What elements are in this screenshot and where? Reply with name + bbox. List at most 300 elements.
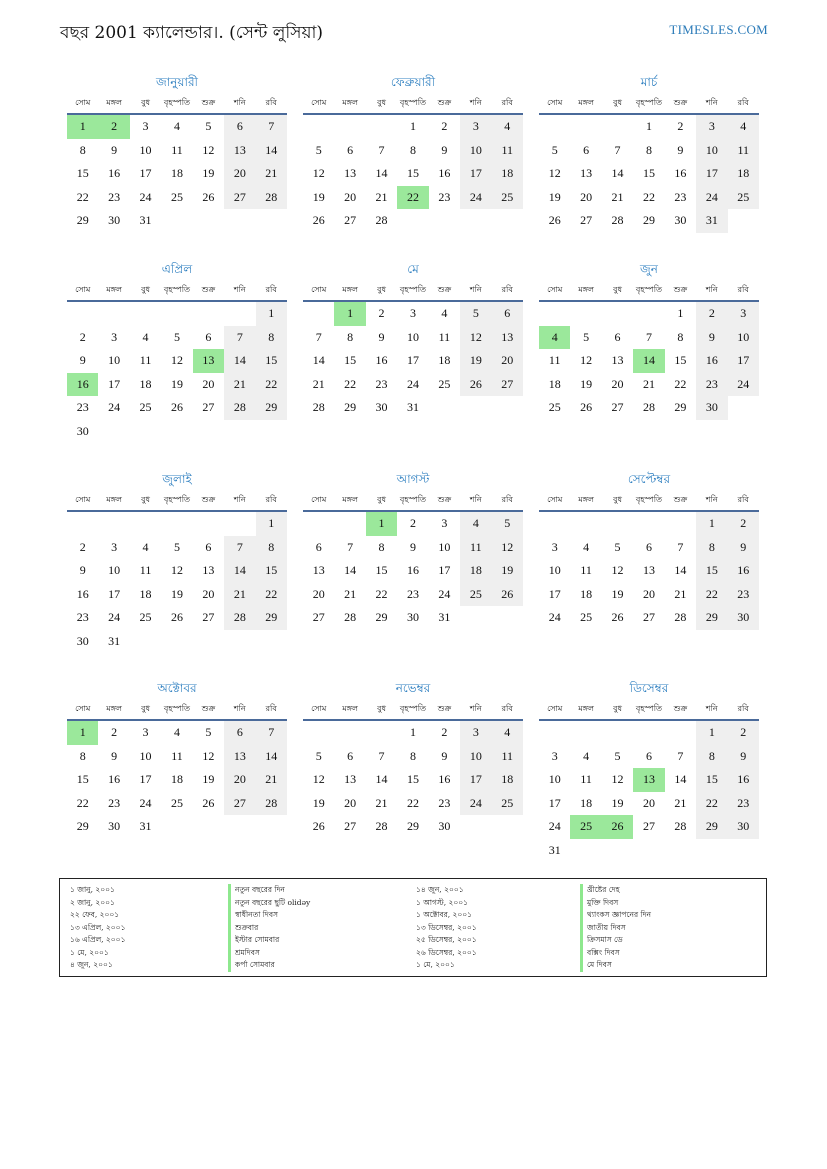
day-cell[interactable]: 23 (406, 586, 419, 601)
day-cell[interactable]: 18 (460, 559, 491, 583)
day-cell[interactable]: 31 (438, 610, 451, 624)
day-cell[interactable]: 8 (677, 329, 684, 344)
day-cell[interactable]: 28 (611, 213, 624, 227)
day-cell[interactable]: 9 (728, 536, 759, 560)
day-cell[interactable]: 21 (256, 768, 287, 792)
day-cell[interactable]: 6 (583, 142, 590, 157)
day-cell[interactable]: 20 (224, 162, 255, 186)
day-cell[interactable]: 4 (142, 329, 149, 344)
day-cell[interactable]: 24 (460, 186, 491, 210)
day-cell[interactable]: 27 (224, 792, 255, 816)
day-cell[interactable]: 25 (438, 376, 451, 391)
day-cell[interactable]: 10 (460, 139, 491, 163)
day-cell[interactable]: 1 (409, 725, 416, 739)
day-cell[interactable]: 29 (256, 396, 287, 420)
day-cell[interactable]: 16 (674, 166, 687, 180)
holiday-day-cell[interactable]: 13 (633, 768, 664, 792)
day-cell[interactable]: 25 (548, 400, 561, 414)
day-cell[interactable]: 26 (312, 213, 325, 227)
day-cell[interactable]: 15 (696, 559, 727, 583)
day-cell[interactable]: 6 (347, 748, 354, 763)
day-cell[interactable]: 3 (551, 539, 558, 554)
day-cell[interactable]: 7 (315, 329, 322, 344)
day-cell[interactable]: 16 (108, 166, 121, 180)
day-cell[interactable]: 26 (548, 213, 561, 227)
day-cell[interactable]: 2 (409, 516, 416, 530)
day-cell[interactable]: 4 (460, 512, 491, 536)
day-cell[interactable]: 23 (674, 189, 687, 204)
day-cell[interactable]: 22 (344, 376, 357, 391)
day-cell[interactable]: 4 (492, 721, 523, 745)
day-cell[interactable]: 1 (677, 306, 684, 320)
day-cell[interactable]: 15 (256, 349, 287, 373)
day-cell[interactable]: 30 (375, 400, 388, 414)
day-cell[interactable]: 29 (674, 400, 687, 414)
day-cell[interactable]: 24 (139, 795, 152, 810)
day-cell[interactable]: 4 (173, 725, 180, 739)
day-cell[interactable]: 24 (460, 792, 491, 816)
day-cell[interactable]: 13 (492, 326, 523, 350)
day-cell[interactable]: 6 (645, 539, 652, 554)
day-cell[interactable]: 23 (108, 189, 121, 204)
day-cell[interactable]: 30 (728, 815, 759, 839)
day-cell[interactable]: 17 (139, 772, 152, 786)
day-cell[interactable]: 26 (492, 583, 523, 607)
day-cell[interactable]: 16 (728, 559, 759, 583)
day-cell[interactable]: 23 (696, 373, 727, 397)
day-cell[interactable]: 25 (728, 186, 759, 210)
day-cell[interactable]: 20 (642, 795, 655, 810)
day-cell[interactable]: 24 (548, 819, 561, 833)
day-cell[interactable]: 5 (460, 302, 491, 326)
day-cell[interactable]: 24 (696, 186, 727, 210)
day-cell[interactable]: 15 (76, 772, 89, 786)
day-cell[interactable]: 18 (139, 586, 152, 601)
day-cell[interactable]: 4 (173, 119, 180, 133)
day-cell[interactable]: 20 (580, 189, 593, 204)
day-cell[interactable]: 27 (202, 400, 215, 414)
day-cell[interactable]: 5 (551, 142, 558, 157)
day-cell[interactable]: 9 (441, 142, 448, 157)
day-cell[interactable]: 11 (548, 353, 561, 367)
day-cell[interactable]: 16 (438, 772, 451, 786)
day-cell[interactable]: 27 (492, 373, 523, 397)
day-cell[interactable]: 14 (224, 349, 255, 373)
holiday-day-cell[interactable]: 1 (334, 302, 365, 326)
day-cell[interactable]: 13 (580, 166, 593, 180)
day-cell[interactable]: 5 (614, 748, 621, 763)
day-cell[interactable]: 27 (202, 610, 215, 624)
day-cell[interactable]: 11 (460, 536, 491, 560)
day-cell[interactable]: 12 (202, 748, 215, 763)
day-cell[interactable]: 3 (111, 329, 118, 344)
day-cell[interactable]: 26 (170, 400, 183, 414)
day-cell[interactable]: 14 (375, 772, 388, 786)
day-cell[interactable]: 31 (696, 209, 727, 233)
day-cell[interactable]: 11 (171, 142, 183, 157)
day-cell[interactable]: 12 (492, 536, 523, 560)
day-cell[interactable]: 5 (173, 539, 180, 554)
day-cell[interactable]: 19 (492, 559, 523, 583)
day-cell[interactable]: 2 (79, 539, 86, 554)
day-cell[interactable]: 30 (728, 606, 759, 630)
day-cell[interactable]: 15 (344, 353, 357, 367)
day-cell[interactable]: 11 (580, 772, 592, 786)
day-cell[interactable]: 17 (406, 353, 419, 367)
day-cell[interactable]: 9 (409, 539, 416, 554)
day-cell[interactable]: 22 (375, 586, 388, 601)
day-cell[interactable]: 3 (696, 115, 727, 139)
day-cell[interactable]: 3 (551, 748, 558, 763)
day-cell[interactable]: 3 (142, 119, 149, 133)
day-cell[interactable]: 27 (312, 610, 325, 624)
day-cell[interactable]: 28 (344, 610, 357, 624)
day-cell[interactable]: 30 (696, 396, 727, 420)
day-cell[interactable]: 6 (205, 539, 212, 554)
day-cell[interactable]: 1 (645, 119, 652, 133)
day-cell[interactable]: 2 (111, 725, 118, 739)
day-cell[interactable]: 21 (642, 376, 655, 391)
day-cell[interactable]: 6 (492, 302, 523, 326)
day-cell[interactable]: 18 (728, 162, 759, 186)
day-cell[interactable]: 3 (728, 302, 759, 326)
day-cell[interactable]: 9 (677, 142, 684, 157)
day-cell[interactable]: 17 (438, 563, 451, 577)
day-cell[interactable]: 24 (438, 586, 451, 601)
day-cell[interactable]: 21 (611, 189, 624, 204)
day-cell[interactable]: 25 (492, 792, 523, 816)
day-cell[interactable]: 29 (696, 815, 727, 839)
day-cell[interactable]: 22 (696, 583, 727, 607)
day-cell[interactable]: 29 (344, 400, 357, 414)
day-cell[interactable]: 29 (76, 819, 89, 833)
day-cell[interactable]: 11 (580, 563, 592, 577)
day-cell[interactable]: 8 (79, 748, 86, 763)
day-cell[interactable]: 24 (406, 376, 419, 391)
day-cell[interactable]: 17 (108, 586, 121, 601)
day-cell[interactable]: 12 (548, 166, 561, 180)
day-cell[interactable]: 3 (111, 539, 118, 554)
day-cell[interactable]: 16 (76, 586, 89, 601)
day-cell[interactable]: 11 (728, 139, 759, 163)
day-cell[interactable]: 15 (406, 166, 419, 180)
day-cell[interactable]: 20 (344, 189, 357, 204)
day-cell[interactable]: 30 (438, 819, 451, 833)
day-cell[interactable]: 12 (312, 772, 325, 786)
day-cell[interactable]: 16 (108, 772, 121, 786)
day-cell[interactable]: 9 (696, 326, 727, 350)
day-cell[interactable]: 14 (344, 563, 357, 577)
day-cell[interactable]: 27 (344, 213, 357, 227)
day-cell[interactable]: 6 (347, 142, 354, 157)
day-cell[interactable]: 22 (674, 376, 687, 391)
day-cell[interactable]: 24 (108, 610, 121, 624)
day-cell[interactable]: 20 (202, 376, 215, 391)
day-cell[interactable]: 1 (409, 119, 416, 133)
day-cell[interactable]: 12 (611, 563, 624, 577)
day-cell[interactable]: 8 (378, 539, 385, 554)
day-cell[interactable]: 19 (548, 189, 561, 204)
day-cell[interactable]: 17 (548, 795, 561, 810)
day-cell[interactable]: 4 (583, 748, 590, 763)
day-cell[interactable]: 28 (375, 213, 388, 227)
day-cell[interactable]: 27 (642, 610, 655, 624)
day-cell[interactable]: 23 (76, 610, 89, 624)
day-cell[interactable]: 21 (224, 583, 255, 607)
day-cell[interactable]: 21 (375, 189, 388, 204)
day-cell[interactable]: 19 (611, 795, 624, 810)
day-cell[interactable]: 9 (441, 748, 448, 763)
day-cell[interactable]: 12 (170, 563, 183, 577)
day-cell[interactable]: 14 (611, 166, 624, 180)
day-cell[interactable]: 16 (696, 349, 727, 373)
day-cell[interactable]: 14 (375, 166, 388, 180)
day-cell[interactable]: 21 (224, 373, 255, 397)
day-cell[interactable]: 20 (344, 795, 357, 810)
holiday-day-cell[interactable]: 4 (539, 326, 570, 350)
day-cell[interactable]: 17 (108, 376, 121, 391)
day-cell[interactable]: 8 (409, 142, 416, 157)
day-cell[interactable]: 28 (312, 400, 325, 414)
day-cell[interactable]: 31 (139, 213, 152, 227)
holiday-day-cell[interactable]: 1 (366, 512, 397, 536)
day-cell[interactable]: 11 (492, 139, 523, 163)
day-cell[interactable]: 15 (256, 559, 287, 583)
day-cell[interactable]: 6 (224, 115, 255, 139)
day-cell[interactable]: 22 (642, 189, 655, 204)
day-cell[interactable]: 4 (142, 539, 149, 554)
day-cell[interactable]: 23 (108, 795, 121, 810)
day-cell[interactable]: 28 (256, 792, 287, 816)
day-cell[interactable]: 5 (315, 142, 322, 157)
day-cell[interactable]: 1 (696, 512, 727, 536)
day-cell[interactable]: 20 (312, 586, 325, 601)
day-cell[interactable]: 3 (460, 115, 491, 139)
day-cell[interactable]: 28 (674, 819, 687, 833)
day-cell[interactable]: 21 (256, 162, 287, 186)
day-cell[interactable]: 7 (256, 115, 287, 139)
day-cell[interactable]: 8 (645, 142, 652, 157)
day-cell[interactable]: 2 (441, 119, 448, 133)
day-cell[interactable]: 12 (580, 353, 593, 367)
day-cell[interactable]: 12 (170, 353, 183, 367)
day-cell[interactable]: 27 (344, 819, 357, 833)
day-cell[interactable]: 27 (642, 819, 655, 833)
day-cell[interactable]: 13 (344, 166, 357, 180)
day-cell[interactable]: 23 (76, 400, 89, 414)
day-cell[interactable]: 31 (108, 633, 121, 648)
holiday-day-cell[interactable]: 16 (67, 373, 98, 397)
day-cell[interactable]: 22 (76, 189, 89, 204)
day-cell[interactable]: 18 (580, 795, 593, 810)
day-cell[interactable]: 2 (696, 302, 727, 326)
day-cell[interactable]: 18 (170, 166, 183, 180)
day-cell[interactable]: 3 (460, 721, 491, 745)
day-cell[interactable]: 16 (406, 563, 419, 577)
day-cell[interactable]: 10 (728, 326, 759, 350)
day-cell[interactable]: 21 (674, 795, 687, 810)
day-cell[interactable]: 17 (548, 586, 561, 601)
day-cell[interactable]: 19 (170, 586, 183, 601)
day-cell[interactable]: 19 (580, 376, 593, 391)
day-cell[interactable]: 7 (614, 142, 621, 157)
day-cell[interactable]: 24 (139, 189, 152, 204)
day-cell[interactable]: 1 (256, 512, 287, 536)
day-cell[interactable]: 10 (406, 329, 419, 344)
day-cell[interactable]: 10 (108, 563, 121, 577)
day-cell[interactable]: 30 (76, 633, 89, 648)
day-cell[interactable]: 14 (674, 772, 687, 786)
day-cell[interactable]: 6 (205, 329, 212, 344)
day-cell[interactable]: 18 (492, 162, 523, 186)
holiday-day-cell[interactable]: 25 (570, 815, 601, 839)
day-cell[interactable]: 3 (142, 725, 149, 739)
day-cell[interactable]: 7 (347, 539, 354, 554)
day-cell[interactable]: 13 (224, 139, 255, 163)
day-cell[interactable]: 7 (645, 329, 652, 344)
day-cell[interactable]: 9 (728, 745, 759, 769)
day-cell[interactable]: 25 (492, 186, 523, 210)
day-cell[interactable]: 20 (202, 586, 215, 601)
day-cell[interactable]: 5 (173, 329, 180, 344)
day-cell[interactable]: 21 (674, 586, 687, 601)
day-cell[interactable]: 23 (728, 792, 759, 816)
day-cell[interactable]: 16 (438, 166, 451, 180)
day-cell[interactable]: 26 (580, 400, 593, 414)
day-cell[interactable]: 26 (170, 610, 183, 624)
day-cell[interactable]: 18 (170, 772, 183, 786)
day-cell[interactable]: 16 (728, 768, 759, 792)
day-cell[interactable]: 23 (438, 795, 451, 810)
day-cell[interactable]: 21 (312, 376, 325, 391)
day-cell[interactable]: 5 (205, 119, 212, 133)
day-cell[interactable]: 25 (139, 400, 152, 414)
day-cell[interactable]: 28 (642, 400, 655, 414)
day-cell[interactable]: 24 (108, 400, 121, 414)
day-cell[interactable]: 11 (171, 748, 183, 763)
day-cell[interactable]: 2 (677, 119, 684, 133)
day-cell[interactable]: 6 (614, 329, 621, 344)
day-cell[interactable]: 14 (674, 563, 687, 577)
day-cell[interactable]: 28 (224, 606, 255, 630)
day-cell[interactable]: 14 (224, 559, 255, 583)
day-cell[interactable]: 25 (170, 795, 183, 810)
day-cell[interactable]: 29 (76, 213, 89, 227)
day-cell[interactable]: 30 (76, 423, 89, 438)
day-cell[interactable]: 19 (312, 189, 325, 204)
day-cell[interactable]: 20 (642, 586, 655, 601)
day-cell[interactable]: 9 (79, 563, 86, 577)
day-cell[interactable]: 18 (139, 376, 152, 391)
day-cell[interactable]: 11 (139, 353, 152, 367)
day-cell[interactable]: 5 (614, 539, 621, 554)
day-cell[interactable]: 1 (696, 721, 727, 745)
day-cell[interactable]: 8 (409, 748, 416, 763)
day-cell[interactable]: 18 (492, 768, 523, 792)
day-cell[interactable]: 25 (580, 610, 593, 624)
day-cell[interactable]: 29 (256, 606, 287, 630)
day-cell[interactable]: 15 (674, 353, 687, 367)
day-cell[interactable]: 19 (202, 166, 215, 180)
day-cell[interactable]: 30 (406, 610, 419, 624)
holiday-day-cell[interactable]: 1 (67, 115, 98, 139)
day-cell[interactable]: 12 (312, 166, 325, 180)
day-cell[interactable]: 13 (642, 563, 655, 577)
day-cell[interactable]: 4 (728, 115, 759, 139)
day-cell[interactable]: 31 (548, 842, 561, 857)
day-cell[interactable]: 10 (548, 563, 561, 577)
day-cell[interactable]: 21 (344, 586, 357, 601)
day-cell[interactable]: 15 (76, 166, 89, 180)
holiday-day-cell[interactable]: 22 (397, 186, 428, 210)
day-cell[interactable]: 11 (492, 745, 523, 769)
day-cell[interactable]: 7 (677, 748, 684, 763)
day-cell[interactable]: 30 (674, 213, 687, 227)
day-cell[interactable]: 3 (409, 306, 416, 320)
day-cell[interactable]: 18 (580, 586, 593, 601)
day-cell[interactable]: 27 (224, 186, 255, 210)
day-cell[interactable]: 23 (728, 583, 759, 607)
day-cell[interactable]: 15 (406, 772, 419, 786)
day-cell[interactable]: 6 (645, 748, 652, 763)
day-cell[interactable]: 5 (205, 725, 212, 739)
day-cell[interactable]: 30 (108, 819, 121, 833)
day-cell[interactable]: 15 (375, 563, 388, 577)
day-cell[interactable]: 10 (438, 539, 451, 554)
holiday-day-cell[interactable]: 1 (67, 721, 98, 745)
day-cell[interactable]: 14 (256, 139, 287, 163)
day-cell[interactable]: 27 (611, 400, 624, 414)
day-cell[interactable]: 22 (256, 583, 287, 607)
day-cell[interactable]: 29 (642, 213, 655, 227)
holiday-day-cell[interactable]: 2 (98, 115, 129, 139)
day-cell[interactable]: 17 (460, 162, 491, 186)
day-cell[interactable]: 3 (441, 516, 448, 530)
holiday-day-cell[interactable]: 26 (602, 815, 633, 839)
day-cell[interactable]: 10 (460, 745, 491, 769)
day-cell[interactable]: 8 (79, 142, 86, 157)
day-cell[interactable]: 14 (256, 745, 287, 769)
day-cell[interactable]: 2 (728, 721, 759, 745)
day-cell[interactable]: 17 (696, 162, 727, 186)
day-cell[interactable]: 24 (548, 610, 561, 624)
site-brand-link[interactable]: TIMESLES.COM (669, 22, 768, 37)
day-cell[interactable]: 31 (139, 819, 152, 833)
day-cell[interactable]: 1 (256, 302, 287, 326)
day-cell[interactable]: 7 (224, 326, 255, 350)
day-cell[interactable]: 26 (202, 795, 215, 810)
day-cell[interactable]: 11 (139, 563, 152, 577)
day-cell[interactable]: 24 (728, 373, 759, 397)
day-cell[interactable]: 27 (580, 213, 593, 227)
day-cell[interactable]: 19 (312, 795, 325, 810)
day-cell[interactable]: 9 (111, 748, 118, 763)
day-cell[interactable]: 2 (728, 512, 759, 536)
day-cell[interactable]: 12 (460, 326, 491, 350)
day-cell[interactable]: 20 (611, 376, 624, 391)
day-cell[interactable]: 6 (315, 539, 322, 554)
day-cell[interactable]: 10 (548, 772, 561, 786)
day-cell[interactable]: 12 (202, 142, 215, 157)
day-cell[interactable]: 19 (611, 586, 624, 601)
day-cell[interactable]: 5 (583, 329, 590, 344)
day-cell[interactable]: 2 (378, 306, 385, 320)
day-cell[interactable]: 6 (224, 721, 255, 745)
day-cell[interactable]: 2 (79, 329, 86, 344)
day-cell[interactable]: 11 (438, 329, 451, 344)
day-cell[interactable]: 31 (406, 400, 419, 414)
day-cell[interactable]: 28 (375, 819, 388, 833)
